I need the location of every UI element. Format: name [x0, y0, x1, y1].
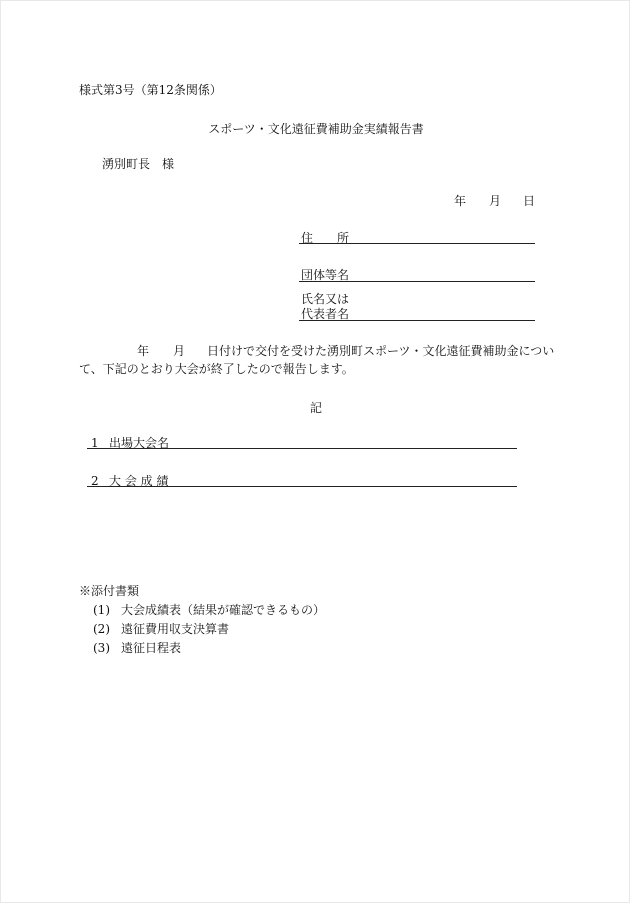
attachment-2-text: 遠征費用収支決算書: [121, 622, 230, 636]
document-title: スポーツ・文化遠征費補助金実績報告書: [208, 122, 424, 136]
attachment-2-number: (2): [93, 622, 110, 636]
body-year: 年: [137, 344, 150, 358]
attachment-1-number: (1): [93, 603, 110, 617]
form-number: 様式第3号（第12条関係）: [79, 83, 222, 97]
item-1-underline: [87, 448, 517, 449]
org-name-underline: [299, 281, 535, 282]
attachment-3-text: 遠征日程表: [121, 641, 182, 655]
date-day: 日: [523, 194, 536, 208]
address-underline: [299, 243, 535, 244]
attachment-3-number: (3): [93, 641, 110, 655]
item-2-underline: [87, 486, 517, 487]
body-line1: 日付けで交付を受けた湧別町スポーツ・文化遠征費補助金につい: [207, 344, 555, 358]
attachment-1-text: 大会成績表（結果が確認できるもの）: [121, 603, 326, 617]
item-1-number: 1: [91, 436, 99, 450]
date-year: 年: [454, 194, 467, 208]
item-2-label: 大 会 成 績: [109, 474, 169, 488]
addressee: 湧別町長 様: [102, 157, 175, 171]
name-label-line1: 氏名又は: [301, 292, 350, 306]
body-line2: て、下記のとおり大会が終了したので報告します。: [79, 362, 354, 376]
org-name-label: 団体等名: [301, 268, 350, 282]
address-label: 住 所: [301, 231, 350, 245]
date-month: 月: [489, 194, 502, 208]
item-2-number: 2: [91, 474, 99, 488]
item-1-label: 出場大会名: [109, 436, 170, 450]
attachments-heading: ※添付書類: [79, 584, 140, 598]
body-month: 月: [173, 344, 186, 358]
name-label-line2: 代表者名: [301, 307, 350, 321]
name-underline: [299, 320, 535, 321]
ki-label: 記: [309, 401, 322, 415]
